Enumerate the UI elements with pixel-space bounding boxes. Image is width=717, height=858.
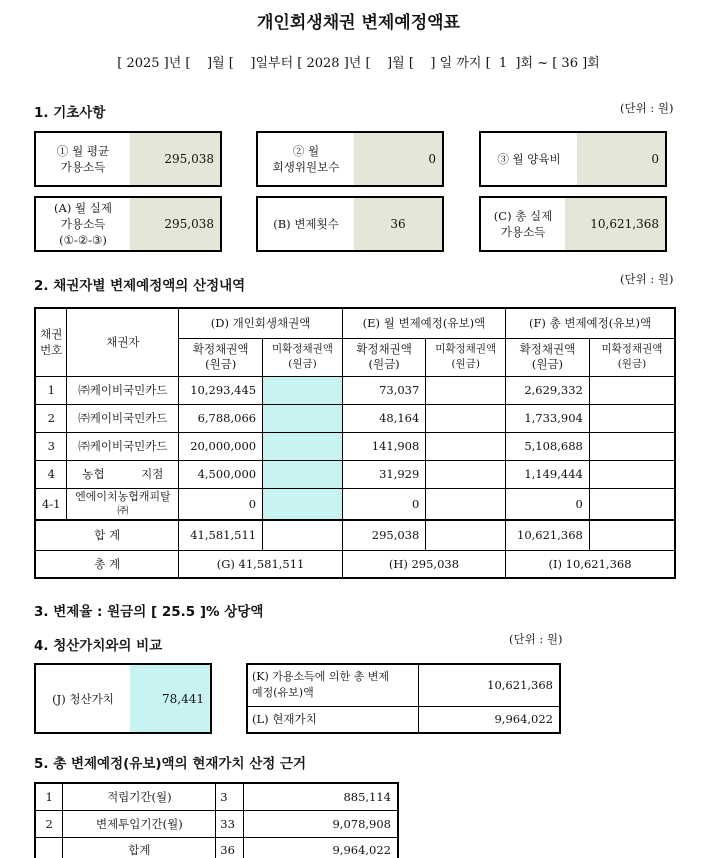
- k-label: (K) 가용소득에 의한 총 변제 예정(유보)액: [247, 664, 418, 706]
- box-label: ① 월 평균 가용소득: [56, 144, 110, 174]
- header-confirmed: 확정채권액 (원금): [179, 338, 263, 376]
- row-value: 885,114: [244, 783, 398, 810]
- row-label: 적립기간(월): [63, 783, 216, 810]
- row-creditor: 농협 지점: [67, 460, 179, 488]
- total-row: [35, 550, 675, 578]
- row-f1: 0: [506, 488, 590, 520]
- subtotal-e1: 295,038: [342, 520, 425, 550]
- row-e1: 141,908: [342, 432, 425, 460]
- row-d2: [263, 432, 343, 460]
- repayment-period: [ 2025 ]년 [ ]월 [ ]일부터 [ 2028 ]년 [ ]월 [ ] 일 까지 [ 1 ]회 ~ [ 36 ]회: [117, 56, 600, 71]
- subtotal-f1: 10,621,368: [506, 520, 590, 550]
- total-label: 총 계: [35, 550, 179, 578]
- header-no: 채권 번호: [35, 308, 67, 376]
- table-row: [35, 783, 398, 810]
- total-h: (H) 295,038: [342, 550, 505, 578]
- row-no: [35, 837, 63, 858]
- row-d1: 6,788,066: [179, 404, 263, 432]
- l-label: (L) 현재가치: [247, 706, 418, 733]
- row-f1: 2,629,332: [506, 376, 590, 404]
- row-d1: 0: [179, 488, 263, 520]
- box-monthly-avg-income: [34, 131, 222, 187]
- header-f: (F) 총 변제예정(유보)액: [506, 308, 675, 338]
- section4-unit: (단위 : 원): [509, 632, 563, 646]
- header-unconfirmed: 미확정채권액 (원금): [263, 338, 343, 376]
- table-row: [35, 837, 398, 858]
- row-months: 3: [216, 783, 244, 810]
- box-value: 295,038: [130, 133, 220, 185]
- box-child-support: [479, 131, 667, 187]
- table-row: [35, 376, 675, 404]
- row-no: 4-1: [35, 488, 67, 520]
- comparison-table: [246, 663, 561, 734]
- row-d2: [263, 404, 343, 432]
- section4-heading: 4. 청산가치와의 비교: [34, 638, 163, 654]
- box-value: 0: [577, 133, 665, 185]
- row-no: 3: [35, 432, 67, 460]
- row-e2: [426, 488, 506, 520]
- total-g: (G) 41,581,511: [179, 550, 343, 578]
- row-creditor: ㈜케이비국민카드: [67, 432, 179, 460]
- row-d1: 4,500,000: [179, 460, 263, 488]
- row-creditor: 엔에이치농협캐피탈 ㈜: [67, 488, 179, 520]
- section1-heading: 1. 기초사항: [34, 105, 106, 121]
- row-f1: 1,149,444: [506, 460, 590, 488]
- row-no: 1: [35, 783, 63, 810]
- row-value: 9,964,022: [244, 837, 398, 858]
- section1-unit: (단위 : 원): [620, 101, 674, 115]
- total-i: (I) 10,621,368: [506, 550, 675, 578]
- row-d1: 20,000,000: [179, 432, 263, 460]
- row-no: 1: [35, 376, 67, 404]
- row-d2: [263, 376, 343, 404]
- creditor-table: [34, 307, 676, 579]
- row-d1: 10,293,445: [179, 376, 263, 404]
- header-creditor: 채권자: [67, 308, 179, 376]
- row-label: 변제투입기간(월): [63, 810, 216, 837]
- box-liquidation-value: [34, 663, 212, 734]
- row-value: 9,078,908: [244, 810, 398, 837]
- subtotal-d2: [263, 520, 343, 550]
- table-row: [35, 810, 398, 837]
- row-e2: [426, 404, 506, 432]
- row-e1: 0: [342, 488, 425, 520]
- table-header-row: [35, 308, 675, 338]
- box-label: (A) 월 실제 가용소득 (①-②-③): [54, 201, 112, 247]
- box-label: ② 월 회생위원보수: [272, 144, 340, 174]
- row-e2: [426, 460, 506, 488]
- row-f2: [589, 460, 675, 488]
- box-value: 78,441: [130, 665, 210, 732]
- subtotal-e2: [426, 520, 506, 550]
- box-value: 295,038: [130, 198, 220, 250]
- box-value: 0: [354, 133, 442, 185]
- row-f1: 1,733,904: [506, 404, 590, 432]
- header-confirmed: 확정채권액 (원금): [342, 338, 425, 376]
- box-label: (C) 총 실제 가용소득: [493, 209, 553, 239]
- row-d2: [263, 488, 343, 520]
- row-e2: [426, 376, 506, 404]
- row-f2: [589, 404, 675, 432]
- l-value: 9,964,022: [418, 706, 560, 733]
- row-no: 2: [35, 404, 67, 432]
- box-label: ③ 월 양육비: [497, 152, 561, 166]
- table-row: [35, 488, 675, 520]
- box-actual-monthly-income: [34, 196, 222, 252]
- box-value: 10,621,368: [565, 198, 665, 250]
- section2-unit: (단위 : 원): [620, 272, 674, 286]
- table-row: [35, 460, 675, 488]
- comparison-row-k: [247, 664, 560, 706]
- header-d: (D) 개인회생채권액: [179, 308, 343, 338]
- row-months: 33: [216, 810, 244, 837]
- row-no: 2: [35, 810, 63, 837]
- row-label: 합계: [63, 837, 216, 858]
- section5-heading: 5. 총 변제예정(유보)액의 현재가치 산정 근거: [34, 756, 307, 772]
- subtotal-d1: 41,581,511: [179, 520, 263, 550]
- comparison-row-l: [247, 706, 560, 733]
- header-confirmed: 확정채권액 (원금): [506, 338, 590, 376]
- row-e1: 73,037: [342, 376, 425, 404]
- header-e: (E) 월 변제예정(유보)액: [342, 308, 505, 338]
- present-value-table: [34, 782, 399, 858]
- box-label: (J) 청산가치: [52, 691, 114, 706]
- subtotal-label: 합 계: [35, 520, 179, 550]
- row-months: 36: [216, 837, 244, 858]
- box-label: (B) 변제횟수: [273, 217, 339, 231]
- subtotal-row: [35, 520, 675, 550]
- row-e2: [426, 432, 506, 460]
- row-f1: 5,108,688: [506, 432, 590, 460]
- box-commissioner-fee: [256, 131, 444, 187]
- row-e1: 31,929: [342, 460, 425, 488]
- table-row: [35, 404, 675, 432]
- header-unconfirmed: 미확정채권액 (원금): [426, 338, 506, 376]
- row-f2: [589, 488, 675, 520]
- page-title: 개인회생채권 변제예정액표: [257, 13, 460, 33]
- section3-heading: 3. 변제율 : 원금의 [ 25.5 ]% 상당액: [34, 604, 264, 620]
- k-value: 10,621,368: [418, 664, 560, 706]
- row-creditor: ㈜케이비국민카드: [67, 376, 179, 404]
- box-repayment-count: [256, 196, 444, 252]
- row-creditor: ㈜케이비국민카드: [67, 404, 179, 432]
- table-row: [35, 432, 675, 460]
- box-total-actual-income: [479, 196, 667, 252]
- row-f2: [589, 376, 675, 404]
- box-value: 36: [354, 198, 442, 250]
- row-d2: [263, 460, 343, 488]
- row-f2: [589, 432, 675, 460]
- row-e1: 48,164: [342, 404, 425, 432]
- section2-heading: 2. 채권자별 변제예정액의 산정내역: [34, 278, 246, 294]
- subtotal-f2: [589, 520, 675, 550]
- row-no: 4: [35, 460, 67, 488]
- header-unconfirmed: 미확정채권액 (원금): [589, 338, 675, 376]
